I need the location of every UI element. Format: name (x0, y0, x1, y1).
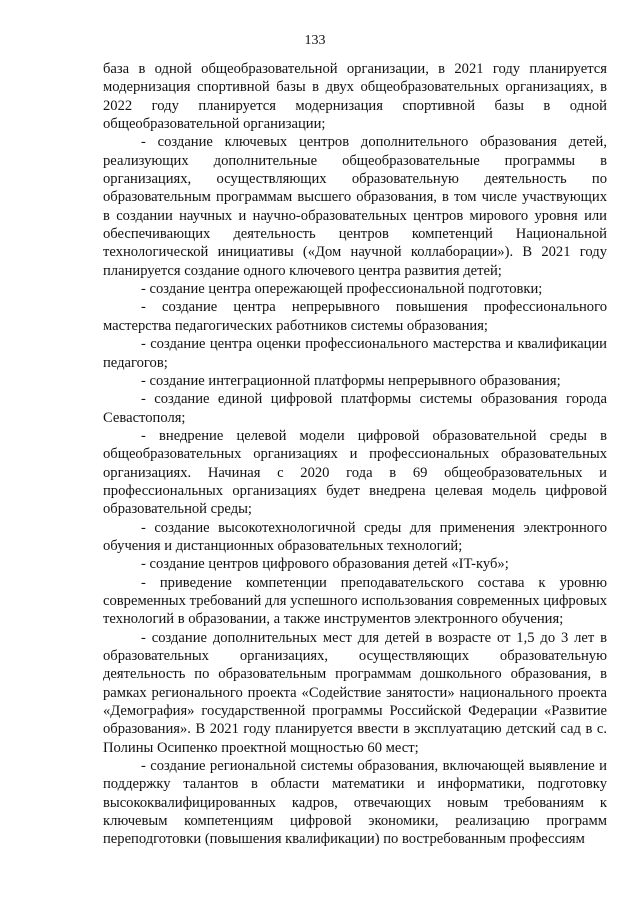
list-item-continuous-qualification-center: - создание центра непрерывного повышения профессионального мастерства педагогических работников системы образования; (103, 299, 607, 334)
list-item-digital-environment-model: - внедрение целевой модели цифровой образовательной среды в общеобразовательных организациях и профессиональных образовательных организациях. Начиная с 2020 года в 69 общеобразовательных и профессиональных организациях будет внедрена целевая модель цифровой образовательной среды; (103, 427, 607, 518)
list-item-kindergarten-places: - создание дополнительных мест для детей в возрасте от 1,5 до 3 лет в образовательных организациях, осуществляющих образовательную деятельность по образовательным программам дошкольного образования, в рамках регионального проекта «Содействие занятости» национального проекта «Демография» государственной программы Российской Федерации «Развитие образования». В 2021 году планируется ввести в эксплуатацию детский сад в с. Полины Осипенко проектной мощностью 60 мест; (103, 629, 607, 756)
list-item-teacher-competence: - приведение компетенции преподавательского состава к уровню современных требований для успешного использования современных цифровых технологий в образовании, а также инструментов электронного обучения; (103, 574, 607, 628)
list-item-key-centers: - создание ключевых центров дополнительного образования детей, реализующих дополнительные общеобразовательные программы в организациях, осуществляющих образовательную деятельность по образовательным программам высшего образования, в том числе участвующих в создании научных и научно-образовательных центров мирового уровня или обеспечивающих деятельность центров компетенций Национальной технологической инициативы («Дом научной коллаборации»). В 2021 году планируется создание одного ключевого центра развития детей; (103, 134, 607, 279)
list-item-advanced-training-center: - создание центра опережающей профессиональной подготовки; (141, 281, 543, 298)
list-item-digital-platform: - создание единой цифровой платформы системы образования города Севастополя; (103, 391, 607, 426)
list-item-assessment-center: - создание центра оценки профессионального мастерства и квалификации педагогов; (103, 336, 607, 371)
list-item-high-tech-environment: - создание высокотехнологичной среды для применения электронного обучения и дистанционных образовательных технологий; (103, 519, 607, 554)
body-text (103, 60, 607, 849)
list-item-it-cube: - создание центров цифрового образования детей «IT-куб»; (141, 556, 509, 573)
list-item-regional-talent-system: - создание региональной системы образования, включающей выявление и поддержку талантов в области математики и информатики, подготовку высококвалифицированных кадров, отвечающих новым требованиям к ключевым компетенциям цифровой экономики, реализацию программ переподготовки (повышения квалификации) по востребованным профессиям (103, 758, 607, 848)
list-item-integration-platform: - создание интеграционной платформы непрерывного образования; (141, 372, 561, 389)
paragraph-continuation: база в одной общеобразовательной организации, в 2021 году планируется модернизация спортивной базы в двух общеобразовательных организациях, в 2022 году планируется модернизация спортивной базы в одной общеобразовательной организации; (103, 61, 607, 133)
page-number: 133 (304, 33, 326, 48)
